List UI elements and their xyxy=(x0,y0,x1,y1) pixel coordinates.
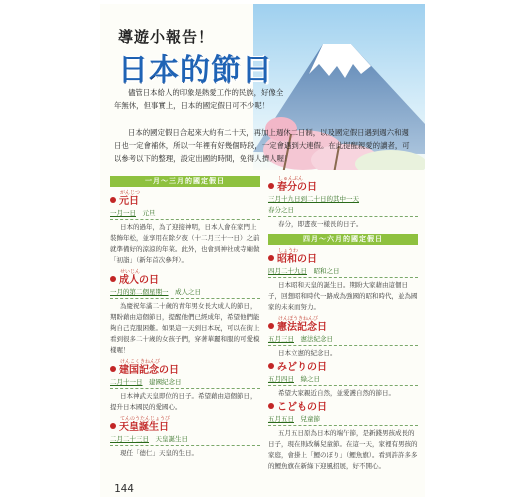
holiday-date: 五月四日 綠之日 xyxy=(268,374,418,386)
intro-label: 導遊小報告！ xyxy=(118,28,215,46)
holiday-name: 天皇誕生日 xyxy=(110,422,260,434)
holiday-date: 三月十九日到二十日的其中一天 xyxy=(268,195,359,203)
page-title: 日本的節日 xyxy=(118,53,273,88)
furigana: しゅんぶん xyxy=(278,176,304,182)
holiday-date: 二月十一日 建國紀念日 xyxy=(110,377,260,389)
holiday-name: こどもの日 xyxy=(268,402,418,414)
holiday-date: 五月五日 兒童節 xyxy=(268,414,418,426)
intro-paragraph-1: 儘管日本給人的印象是熱愛工作的民族，好像全年無休，但事實上，日本的國定假日可不少呢！ xyxy=(114,88,284,110)
holiday-entry xyxy=(110,416,260,459)
holiday-description: 現任「德仁」天皇的生日。 xyxy=(120,449,198,457)
furigana: けんぽうきねんび xyxy=(278,316,319,322)
right-column xyxy=(268,176,418,472)
bullet-icon xyxy=(268,183,274,189)
bullet-icon xyxy=(110,276,116,282)
holiday-entry xyxy=(268,362,418,399)
bullet-icon xyxy=(268,323,274,329)
holiday-entry xyxy=(268,402,418,472)
bullet-icon xyxy=(110,423,116,429)
left-column xyxy=(110,176,260,459)
holiday-name: 春分の日 xyxy=(268,182,418,194)
holiday-description: 希望大家親近自然，並愛護自然的節日。 xyxy=(278,389,395,397)
holiday-description: 日本立憲的紀念日。 xyxy=(278,349,337,357)
holiday-date: 五月三日 憲法紀念日 xyxy=(268,334,418,346)
furigana: せいじん xyxy=(120,269,141,275)
holiday-date: 一月的第二個星期一 成人之日 xyxy=(110,287,260,299)
holiday-name: 建国記念の日 xyxy=(110,365,260,377)
furigana: てんのうたんじょうび xyxy=(120,416,171,422)
holiday-description: 春分，即晝夜一樣長的日子。 xyxy=(278,220,363,228)
bullet-icon xyxy=(268,363,274,369)
furigana: がんじつ xyxy=(120,190,141,196)
holiday-entry xyxy=(268,176,418,230)
holiday-description: 五月五日原為日本的端午節，是新錢男孩成長的日子，現在則改稱兒童節。在這一天，家裡有男孩的家庭，會掛上「鯉のぼり」（鯉魚旗）。看到許許多多的鯉魚旗在新綠下迎風招展，好不開心。 xyxy=(268,429,418,470)
holiday-date: 四月二十九日 昭和之日 xyxy=(268,266,418,278)
holiday-description: 為慶祝年滿二十歲的青年男女長大成人的節日，期盼藉由這個節日，提醒他們已經成年，希望他們能夠自己克服困難。如果這一天到日本玩，可以在街上看到很多二十歲的女孩子們，穿著華麗和服的可愛模樣喔！ xyxy=(110,302,260,354)
holiday-date: 二月二十三日 天皇誕生日 xyxy=(110,434,260,446)
section-banner-jan-mar: 一月～三月的國定假日 xyxy=(110,176,260,187)
holiday-description: 日本的過年，為了迎接神明，日本人會在家門上裝飾年松，並享用在除夕夜（十二月三十一日）之前就準備好的涼涼的年菜。此外，也會到神社或寺廟做「初詣」（新年首次參拜）。 xyxy=(110,223,260,264)
holiday-entry xyxy=(110,269,260,356)
holiday-name: 元日 xyxy=(110,196,260,208)
holiday-description: 日本神武天皇即位的日子。希望藉由這個節日，提升日本國民的愛國心。 xyxy=(110,392,257,411)
intro-paragraph-2: 日本的國定假日合起來大約有二十天，再加上週休二日制，以及國定假日遇到週六和週日也一定會補休，所以一年裡有好幾個時段，一定會遇到大連假。在此提醒親愛的讀者，可以參考以下的整理，設定出國的時間，免得人擠人喔！ xyxy=(114,128,410,163)
bullet-icon xyxy=(268,403,274,409)
bullet-icon xyxy=(268,255,274,261)
holiday-date-name: 春分之日 xyxy=(268,205,418,217)
section-banner-apr-jun: 四月～六月的國定假日 xyxy=(268,234,418,245)
page-number: 144 xyxy=(114,482,134,495)
holiday-name: 憲法記念日 xyxy=(268,322,418,334)
furigana: けんこくきねんび xyxy=(120,359,161,365)
holiday-entry xyxy=(110,359,260,413)
furigana: しょうわ xyxy=(278,248,299,254)
article-page xyxy=(100,4,425,497)
holiday-name: みどりの日 xyxy=(268,362,418,374)
bullet-icon xyxy=(110,366,116,372)
holiday-entry xyxy=(268,248,418,313)
holiday-entry xyxy=(110,190,260,266)
holiday-name: 成人の日 xyxy=(110,275,260,287)
holiday-name: 昭和の日 xyxy=(268,254,418,266)
holiday-date: 一月一日 元旦 xyxy=(110,208,260,220)
holiday-description: 日本昭和天皇的誕生日。期盼大家藉由這個日子，回想昭和時代一路成為強國的昭和時代，並為國家的未來而努力。 xyxy=(268,281,418,311)
bullet-icon xyxy=(110,197,116,203)
holiday-entry xyxy=(268,316,418,359)
